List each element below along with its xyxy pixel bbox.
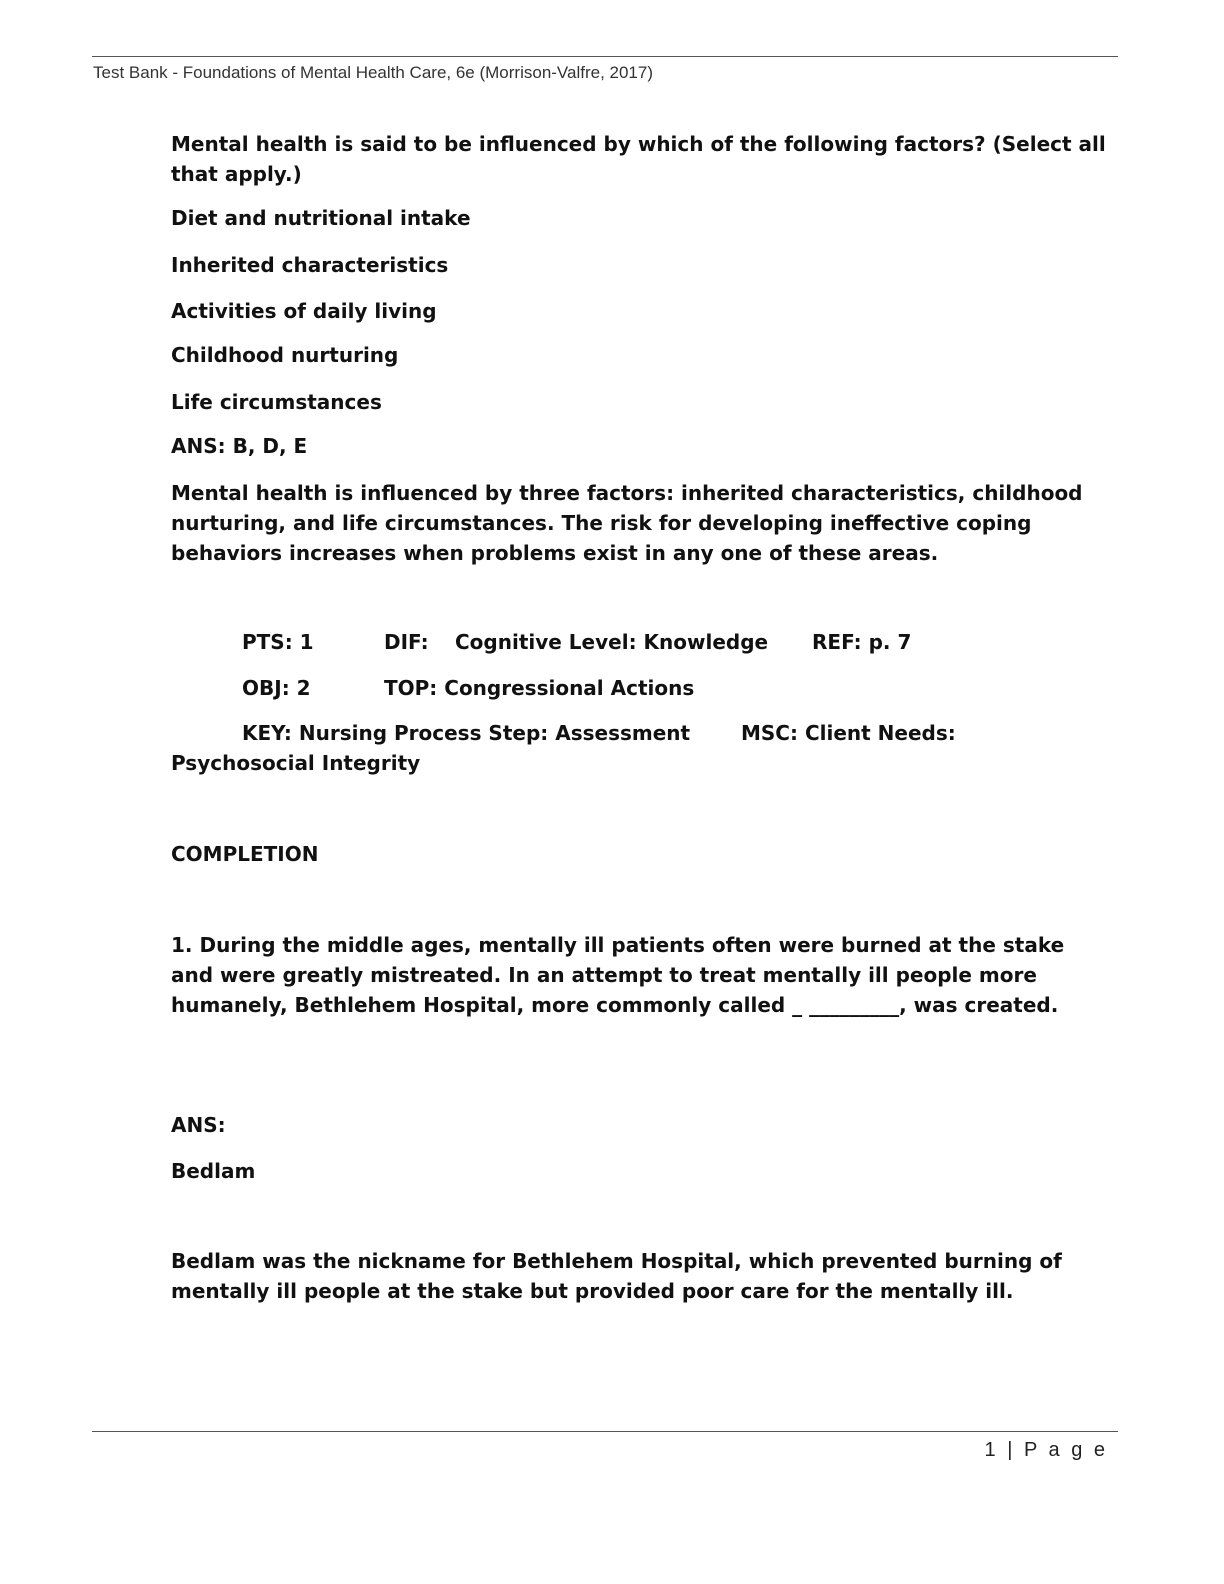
option-c: Activities of daily living xyxy=(171,299,437,323)
page-number: 1 | P a g e xyxy=(984,1439,1108,1461)
completion-ans-label: ANS: xyxy=(171,1113,226,1137)
header-rule xyxy=(92,56,1118,57)
option-d: Childhood nurturing xyxy=(171,343,399,367)
meta-obj: OBJ: 2 xyxy=(242,676,311,700)
option-b: Inherited characteristics xyxy=(171,253,449,277)
meta-dif: DIF: xyxy=(384,630,429,654)
section-heading: COMPLETION xyxy=(171,842,319,866)
meta-msc: MSC: Client Needs: xyxy=(741,721,956,745)
footer-rule xyxy=(92,1431,1118,1432)
meta-pts: PTS: 1 xyxy=(242,630,314,654)
question-stem: Mental health is said to be influenced by which of the following factors? (Select all that apply.) xyxy=(171,132,1106,186)
meta-top: TOP: Congressional Actions xyxy=(384,676,695,700)
option-a: Diet and nutritional intake xyxy=(171,206,471,230)
meta-ref: REF: p. 7 xyxy=(812,630,912,654)
meta-msc-continued: Psychosocial Integrity xyxy=(171,751,421,775)
completion-question: 1. During the middle ages, mentally ill patients often were burned at the stake and were greatly mistreated. In an attempt to treat mentally ill people more humanely, Bethlehem Hospital, more commonly called _ _________, was created. xyxy=(171,933,1065,1017)
meta-cognitive-level: Cognitive Level: Knowledge xyxy=(455,630,769,654)
rationale: Mental health is influenced by three factors: inherited characteristics, childhood nurturing, and life circumstances. The risk for developing ineffective coping behaviors increases when problems exist in any one of these areas. xyxy=(171,481,1083,565)
completion-rationale: Bedlam was the nickname for Bethlehem Hospital, which prevented burning of mentally ill people at the stake but provided poor care for the mentally ill. xyxy=(171,1249,1062,1303)
header-title: Test Bank - Foundations of Mental Health Care, 6e (Morrison-Valfre, 2017) xyxy=(93,63,654,82)
completion-answer: Bedlam xyxy=(171,1159,256,1183)
option-e: Life circumstances xyxy=(171,390,382,414)
meta-key: KEY: Nursing Process Step: Assessment xyxy=(242,721,691,745)
answer-key: ANS: B, D, E xyxy=(171,434,308,458)
